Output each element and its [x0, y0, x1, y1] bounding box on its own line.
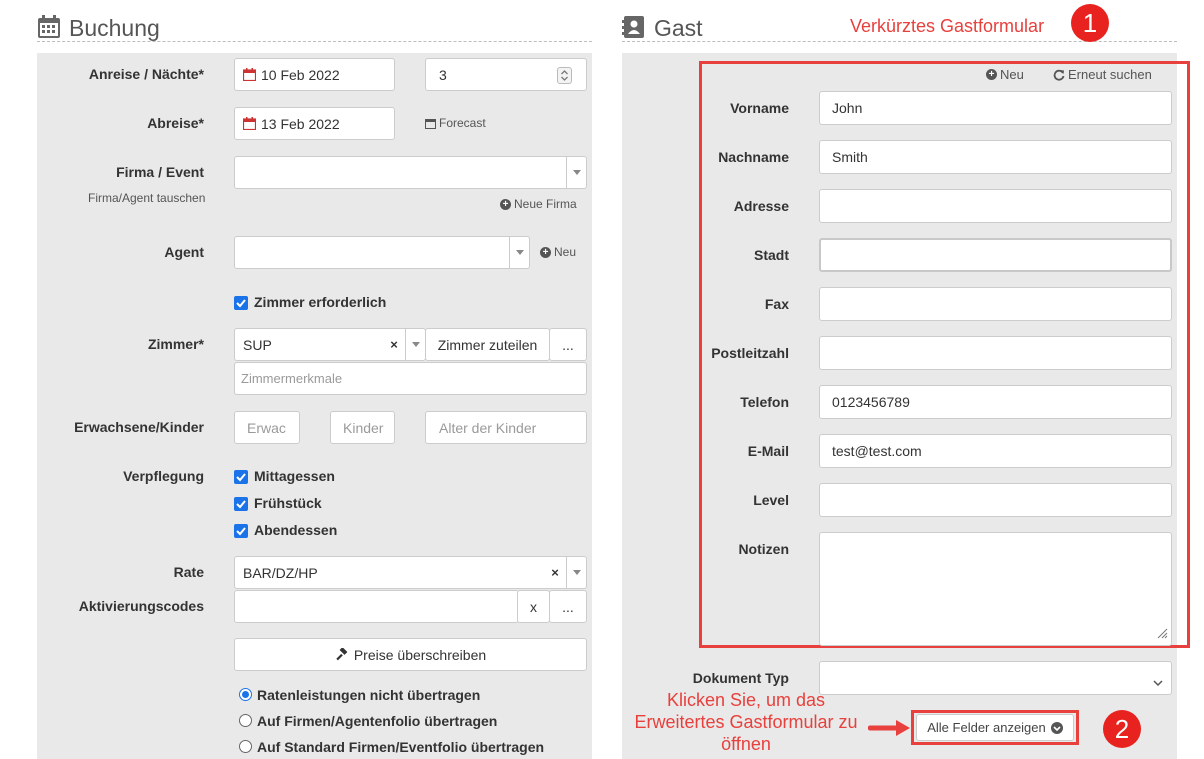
guest-new-label: Neu	[1000, 67, 1024, 82]
first-name-input[interactable]	[819, 91, 1172, 125]
city-label: Stadt	[754, 247, 789, 263]
phone-value: 0123456789	[832, 394, 910, 410]
forecast-label: Forecast	[439, 116, 486, 130]
departure-label: Abreise*	[147, 115, 204, 131]
assign-room-button[interactable]: Zimmer zuteilen	[425, 328, 550, 361]
room-value: SUP	[243, 336, 272, 353]
adults-placeholder: Erwac	[247, 419, 286, 436]
notes-textarea[interactable]	[819, 532, 1172, 646]
calendar-icon	[243, 68, 256, 81]
email-value: test@test.com	[832, 443, 922, 459]
override-prices-button[interactable]	[234, 638, 587, 671]
room-more-button[interactable]: ...	[549, 328, 587, 361]
level-input[interactable]	[819, 483, 1172, 517]
address-label: Adresse	[733, 198, 789, 214]
meal-dinner-checkbox[interactable]	[234, 524, 248, 538]
arrival-date-input[interactable]	[234, 58, 395, 91]
room-required-checkbox[interactable]	[234, 296, 248, 310]
adults-input[interactable]	[234, 411, 300, 444]
last-name-input[interactable]	[819, 140, 1172, 174]
postal-code-input[interactable]	[819, 336, 1172, 370]
rate-label: Rate	[173, 564, 204, 580]
meal-lunch-label: Mittagessen	[254, 468, 335, 484]
meal-dinner-label: Abendessen	[254, 522, 338, 538]
email-input[interactable]	[819, 434, 1172, 468]
transfer-option-none-radio[interactable]	[239, 688, 252, 701]
city-input[interactable]	[819, 238, 1172, 272]
postal-code-label: Postleitzahl	[711, 345, 789, 361]
annotation-short-guest-form: Verkürztes Gastformular	[850, 16, 1045, 36]
chevron-down-icon[interactable]	[405, 329, 425, 360]
company-select[interactable]	[234, 156, 587, 189]
transfer-option-default-radio[interactable]	[239, 740, 252, 753]
calendar-icon	[37, 15, 61, 42]
rate-select[interactable]	[234, 556, 587, 589]
children-age-input[interactable]	[425, 411, 587, 444]
room-select[interactable]	[234, 328, 426, 361]
notes-label: Notizen	[738, 541, 789, 557]
chevron-down-icon[interactable]	[1153, 674, 1163, 690]
meals-label: Verpflegung	[123, 468, 204, 484]
show-all-fields-button[interactable]	[916, 714, 1074, 741]
new-company-link[interactable]	[500, 197, 577, 211]
nights-input[interactable]	[425, 58, 587, 91]
annotation-open-extended-form	[626, 689, 866, 755]
forecast-link[interactable]	[425, 116, 486, 130]
meal-breakfast-label: Frühstück	[254, 495, 322, 511]
agent-new-link[interactable]	[540, 245, 576, 259]
agent-new-label: Neu	[554, 245, 577, 259]
rate-value: BAR/DZ/HP	[243, 564, 318, 581]
search-again-label: Erneut suchen	[1068, 67, 1152, 82]
room-required-label: Zimmer erforderlich	[254, 294, 387, 310]
transfer-option-company-label: Auf Firmen/Agentenfolio übertragen	[257, 713, 498, 729]
meal-breakfast-checkbox[interactable]	[234, 497, 248, 511]
last-name-value: Smith	[832, 149, 868, 165]
transfer-option-default-label: Auf Standard Firmen/Eventfolio übertragen	[257, 739, 545, 755]
annotation-badge-1: 1	[1071, 4, 1109, 42]
clear-icon[interactable]: ×	[551, 565, 559, 580]
agent-label: Agent	[164, 244, 204, 260]
activation-codes-label: Aktivierungscodes	[78, 598, 204, 614]
annotation-line-2: Erweitertes Gastformular zu	[634, 712, 858, 732]
children-age-placeholder: Alter der Kinder	[439, 419, 537, 436]
document-type-select[interactable]	[819, 661, 1172, 695]
transfer-option-none-label: Ratenleistungen nicht übertragen	[257, 687, 481, 703]
last-name-label: Nachname	[718, 149, 789, 165]
activation-codes-input[interactable]	[234, 590, 519, 623]
calendar-icon	[243, 117, 256, 130]
adults-children-label: Erwachsene/Kinder	[74, 419, 204, 435]
contact-card-icon	[622, 15, 646, 42]
level-label: Level	[753, 492, 789, 508]
gavel-icon	[335, 648, 349, 662]
chevron-circle-down-icon	[1051, 722, 1063, 734]
first-name-value: John	[832, 100, 863, 116]
plus-circle-icon: +	[540, 247, 551, 258]
address-input[interactable]	[819, 189, 1172, 223]
new-company-label: Neue Firma	[514, 197, 577, 211]
room-features-placeholder: Zimmermerkmale	[241, 371, 343, 386]
nights-value: 3	[439, 66, 447, 83]
swap-company-agent-link[interactable]: Firma/Agent tauschen	[88, 191, 206, 205]
arrival-label: Anreise / Nächte*	[88, 66, 204, 82]
annotation-badge-2: 2	[1103, 710, 1141, 748]
phone-input[interactable]	[819, 385, 1172, 419]
document-type-label: Dokument Typ	[692, 670, 789, 686]
annotation-arrow	[868, 720, 910, 736]
booking-section-header	[37, 12, 592, 42]
children-placeholder: Kinder	[343, 419, 384, 436]
fax-input[interactable]	[819, 287, 1172, 321]
departure-date-input[interactable]	[234, 107, 395, 140]
room-label: Zimmer*	[147, 336, 204, 352]
booking-title: Buchung	[69, 15, 160, 41]
stepper-icon[interactable]	[557, 67, 572, 84]
activation-clear-button[interactable]: x	[517, 590, 550, 623]
annotation-line-3: öffnen	[721, 734, 771, 754]
chevron-down-icon[interactable]	[509, 237, 529, 268]
first-name-label: Vorname	[730, 100, 789, 116]
plus-circle-icon: +	[986, 69, 997, 80]
phone-label: Telefon	[740, 394, 789, 410]
activation-more-button[interactable]: ...	[549, 590, 587, 623]
departure-date-value: 13 Feb 2022	[261, 115, 340, 132]
guest-title: Gast	[654, 15, 703, 41]
plus-circle-icon: +	[500, 199, 511, 210]
transfer-option-company-radio[interactable]	[239, 714, 252, 727]
search-again-link[interactable]	[1053, 67, 1152, 82]
children-input[interactable]	[330, 411, 395, 444]
arrival-date-value: 10 Feb 2022	[261, 66, 340, 83]
resize-handle-icon[interactable]	[1157, 626, 1168, 642]
guest-new-link[interactable]	[986, 67, 1024, 82]
calendar-icon	[425, 118, 436, 129]
override-prices-label: Preise überschreiben	[353, 646, 487, 663]
email-label: E-Mail	[747, 443, 789, 459]
meal-lunch-checkbox[interactable]	[234, 470, 248, 484]
refresh-icon	[1053, 69, 1065, 81]
annotation-line-1: Klicken Sie, um das	[666, 690, 826, 710]
company-label: Firma / Event	[116, 164, 204, 180]
chevron-down-icon[interactable]	[566, 557, 586, 588]
clear-icon[interactable]: ×	[390, 337, 398, 352]
chevron-down-icon[interactable]	[566, 157, 586, 188]
room-features-input[interactable]	[234, 362, 587, 395]
agent-select[interactable]	[234, 236, 530, 269]
fax-label: Fax	[764, 296, 789, 312]
show-all-fields-label: Alle Felder anzeigen	[927, 720, 1046, 735]
